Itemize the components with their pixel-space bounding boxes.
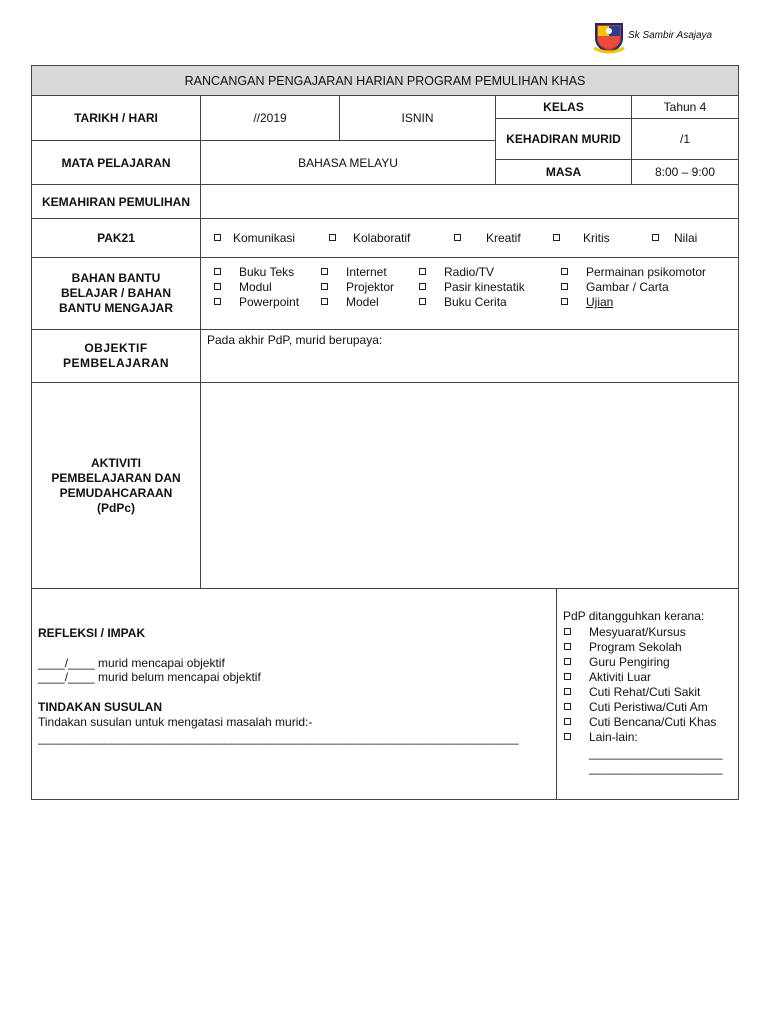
aktiviti-label: AKTIVITI PEMBELAJARAN DAN PEMUDAHCARAAN (PdPc) (31, 382, 201, 589)
kemahiran-label: KEMAHIRAN PEMULIHAN (31, 184, 201, 219)
ditangguhkan-section: PdP ditangguhkan kerana: Mesyuarat/Kursus Program Sekolah Guru Pengiring Aktiviti Luar Cuti Rehat/Cuti Sakit Cuti Peristiwa/Cuti Am Cuti Bencana/Cuti Khas Lain-lain: ____________________ ____________________ (556, 588, 739, 800)
kemahiran-value[interactable] (200, 184, 739, 219)
refleksi-heading: REFLEKSI / IMPAK (38, 626, 146, 640)
checkbox-icon (561, 283, 568, 290)
mata-pelajaran-label: MATA PELAJARAN (31, 140, 201, 185)
checkbox-icon (214, 234, 221, 241)
checkbox-icon (561, 298, 568, 305)
pak21-options: Komunikasi Kolaboratif Kreatif Kritis Nilai (200, 218, 739, 258)
lain-lain-blank[interactable]: ____________________ (589, 761, 723, 775)
checkbox-icon (419, 283, 426, 290)
checkbox-icon (321, 298, 328, 305)
checkbox-icon (419, 268, 426, 275)
checkbox-icon (564, 643, 571, 650)
checkbox-icon (321, 283, 328, 290)
bbm-options: Buku Teks Modul Powerpoint Internet Projektor Model Radio/TV Pasir kinestatik Buku Cerita Permainan psikomotor Gambar / Carta Ujian (200, 257, 739, 330)
aktiviti-field[interactable] (200, 382, 739, 589)
tindakan-heading: TINDAKAN SUSULAN (38, 700, 162, 714)
school-name: Sk Sambir Asajaya (628, 30, 713, 41)
tarikh-label: TARIKH / HARI (31, 95, 201, 141)
masa-value[interactable]: 8:00 – 9:00 (631, 159, 739, 185)
checkbox-icon (214, 268, 221, 275)
refleksi-section (31, 588, 557, 800)
form-title: RANCANGAN PENGAJARAN HARIAN PROGRAM PEMULIHAN KHAS (31, 65, 739, 96)
checkbox-icon (454, 234, 461, 241)
school-logo (592, 18, 626, 54)
kehadiran-value[interactable]: /1 (631, 118, 739, 160)
tindakan-line[interactable]: ________________________________________________________________________ (38, 731, 519, 745)
checkbox-icon (214, 298, 221, 305)
kehadiran-label: KEHADIRAN MURID (495, 118, 632, 160)
checkbox-icon (564, 628, 571, 635)
pak21-label: PAK21 (31, 218, 201, 258)
checkbox-icon (214, 283, 221, 290)
refleksi-line-mencapai[interactable]: ____/____ murid mencapai objektif (38, 656, 225, 670)
checkbox-icon (564, 673, 571, 680)
checkbox-icon (564, 703, 571, 710)
checkbox-icon (564, 658, 571, 665)
checkbox-icon (419, 298, 426, 305)
objektif-text: Pada akhir PdP, murid berupaya: (207, 333, 383, 347)
checkbox-icon (321, 268, 328, 275)
checkbox-icon (561, 268, 568, 275)
checkbox-icon (652, 234, 659, 241)
checkbox-icon (564, 688, 571, 695)
kelas-label: KELAS (495, 95, 632, 119)
kelas-value[interactable]: Tahun 4 (631, 95, 739, 119)
checkbox-icon (553, 234, 560, 241)
bbm-label: BAHAN BANTU BELAJAR / BAHAN BANTU MENGAJAR (31, 257, 201, 330)
refleksi-line-belum[interactable]: ____/____ murid belum mencapai objektif (38, 670, 261, 684)
tarikh-value[interactable]: //2019 (200, 95, 340, 141)
checkbox-icon (564, 733, 571, 740)
checkbox-icon (564, 718, 571, 725)
hari-value[interactable]: ISNIN (339, 95, 496, 141)
masa-label: MASA (495, 159, 632, 185)
lain-lain-blank[interactable]: ____________________ (589, 746, 723, 760)
objektif-label: OBJEKTIF PEMBELAJARAN (31, 329, 201, 383)
tindakan-text: Tindakan susulan untuk mengatasi masalah murid:- (38, 715, 313, 729)
mata-pelajaran-value[interactable]: BAHASA MELAYU (200, 140, 496, 185)
objektif-field[interactable] (200, 329, 739, 383)
ditangguhkan-heading: PdP ditangguhkan kerana: (563, 609, 705, 623)
checkbox-icon (329, 234, 336, 241)
